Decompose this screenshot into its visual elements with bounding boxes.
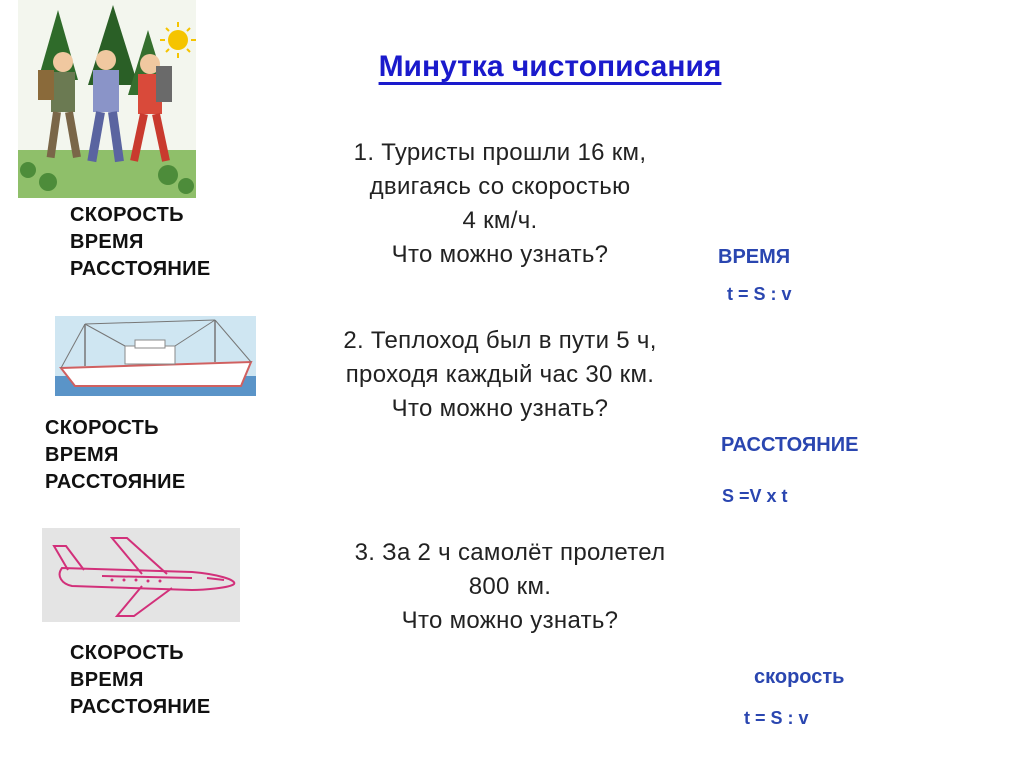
task-line: проходя каждый час 30 км. [345, 361, 655, 388]
task-1-answer: ВРЕМЯ [718, 246, 791, 268]
task-1-text [290, 136, 710, 272]
task-line: 3. За 2 ч самолёт пролетел [354, 539, 666, 566]
page-title: Минутка чистописания [378, 50, 722, 83]
label-time: ВРЕМЯ [70, 231, 144, 253]
task-3-answer: скорость [754, 666, 845, 688]
label-speed: СКОРОСТЬ [45, 417, 159, 439]
task-line: 800 км. [468, 573, 552, 600]
task-1-formula: t = S : v [727, 284, 792, 304]
label-speed: СКОРОСТЬ [70, 642, 184, 664]
ship-illustration [55, 316, 256, 396]
task-2-text [290, 324, 710, 426]
task-3-formula: t = S : v [744, 708, 809, 728]
task-2-answer: РАССТОЯНИЕ [721, 434, 859, 456]
task-line: 1. Туристы прошли 16 км, [353, 139, 647, 166]
task-3-text [300, 536, 720, 638]
airplane-illustration [42, 528, 240, 622]
label-distance: РАССТОЯНИЕ [45, 471, 186, 493]
task-line: 2. Теплоход был в пути 5 ч, [343, 327, 657, 354]
task-line: 4 км/ч. [462, 207, 538, 234]
label-distance: РАССТОЯНИЕ [70, 696, 211, 718]
task-line: Что можно узнать? [391, 241, 609, 268]
label-time: ВРЕМЯ [45, 444, 119, 466]
quantity-labels-1 [70, 202, 210, 283]
quantity-labels-2 [45, 415, 185, 496]
task-line: Что можно узнать? [391, 395, 609, 422]
label-speed: СКОРОСТЬ [70, 204, 184, 226]
label-time: ВРЕМЯ [70, 669, 144, 691]
task-line: двигаясь со скоростью [369, 173, 631, 200]
label-distance: РАССТОЯНИЕ [70, 258, 211, 280]
quantity-labels-3 [70, 640, 210, 721]
task-line: Что можно узнать? [401, 607, 619, 634]
hikers-illustration [18, 0, 196, 198]
task-2-formula: S =V x t [722, 486, 788, 506]
